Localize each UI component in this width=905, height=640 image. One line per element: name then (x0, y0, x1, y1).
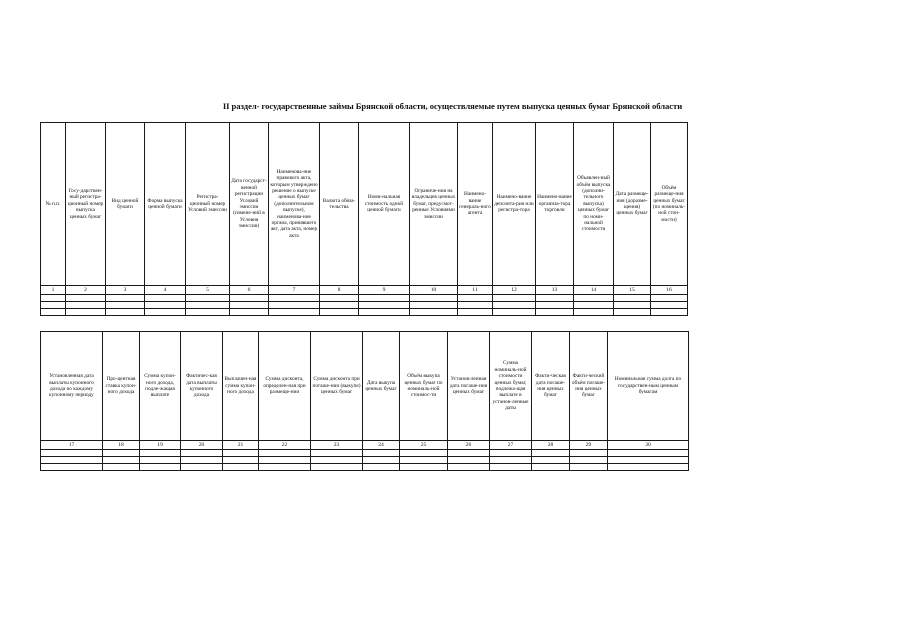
header-cell: Дата государст-венной регистрации Условий эмиссии (измене-ний в Условия эмиссии) (230, 123, 269, 286)
header-cell: Выплачен-ная сумма купон-ного дохода (223, 332, 259, 441)
header-cell: Форма выпуска ценной бумаги (145, 123, 186, 286)
header-cell: Наимено-вание депозита-рия или регистра-тора (493, 123, 536, 286)
header-cell: Госу-дарствен-ный регистра-ционный номер выпуска ценных бумаг (66, 123, 106, 286)
header-cell: Объём размеще-ния ценных бумаг (по номиналь-ной стои-мости) (651, 123, 688, 286)
header-cell: Дата размеще-ния (доразме-щения) ценных бумаг (614, 123, 651, 286)
header-cell: Сумма дисконта при погаше-нии (выкупе) ценных бумаг (311, 332, 363, 441)
column-number: 7 (269, 286, 320, 295)
column-number-row (41, 441, 689, 450)
column-number: 27 (490, 441, 532, 450)
header-cell: Факти-ческая дата погаше-ния ценных бумаг (532, 332, 570, 441)
header-cell: Объявлен-ный объём выпуска (дополни-тельного выпуска) ценных бумаг по номи-нальной стоимости (574, 123, 614, 286)
header-cell: Регистра-ционный номер Условий эмиссии (186, 123, 230, 286)
header-cell: Сумма номиналь-ной стоимости ценных бумаг, подлежа-щая выплате в установ-ленные даты (490, 332, 532, 441)
header-row (41, 123, 688, 286)
header-cell: Валюта обяза-тельства (320, 123, 359, 286)
header-cell: Фактичес-кая дата выплаты купонного дохода (181, 332, 223, 441)
header-cell: Установленная дата выплаты купонного дохода по каждому купонному периоду (41, 332, 103, 441)
empty-row (41, 309, 688, 316)
header-cell: Факти-ческий объём погаше-ния ценных бумаг (570, 332, 608, 441)
column-number: 8 (320, 286, 359, 295)
empty-row (41, 302, 688, 309)
column-number: 11 (458, 286, 493, 295)
column-number: 3 (106, 286, 145, 295)
column-number: 22 (259, 441, 311, 450)
column-number: 5 (186, 286, 230, 295)
column-number: 10 (410, 286, 458, 295)
column-number: 28 (532, 441, 570, 450)
column-number: 13 (536, 286, 574, 295)
column-number: 26 (448, 441, 490, 450)
page-title: II раздел- государственные займы Брянской области, осуществляемые путем выпуска ценных бумаг Брянской области (222, 101, 683, 111)
header-cell: Дата выкупа ценных бумаг (363, 332, 400, 441)
column-number: 25 (400, 441, 448, 450)
header-cell: Наимено-вание генераль-ного агента (458, 123, 493, 286)
empty-row (41, 450, 689, 457)
header-cell: Наимено-вание организа-тора торговли (536, 123, 574, 286)
column-number: 18 (103, 441, 140, 450)
header-cell: Про-центная ставка купон-ного дохода (103, 332, 140, 441)
column-number: 24 (363, 441, 400, 450)
registry-table-part-1 (40, 122, 688, 316)
header-row (41, 332, 689, 441)
header-cell: Номинальная сумма долга по государствен-ным ценным бумагам (608, 332, 689, 441)
column-number: 20 (181, 441, 223, 450)
column-number: 9 (359, 286, 410, 295)
header-cell: Объём выкупа ценных бумаг по номиналь-ной стоимос-ти (400, 332, 448, 441)
header-cell: Наименова-ние правового акта, которым утверждено решение о выпуске ценных бумаг (дополнительном выпуске), наименова-ние органа, принявшего акт, дата акта, номер акта (269, 123, 320, 286)
column-number: 6 (230, 286, 269, 295)
header-cell: Номи-нальная стоимость одной ценной бумаги (359, 123, 410, 286)
column-number: 4 (145, 286, 186, 295)
column-number-row (41, 286, 688, 295)
column-number: 2 (66, 286, 106, 295)
empty-row (41, 295, 688, 302)
column-number: 17 (41, 441, 103, 450)
header-cell: № п.п. (41, 123, 66, 286)
column-number: 15 (614, 286, 651, 295)
header-cell: Сумма дисконта, определен-ная при размеще-нии (259, 332, 311, 441)
header-cell: Сумма купон-ного дохода, подле-жащая выплате (140, 332, 181, 441)
column-number: 30 (608, 441, 689, 450)
column-number: 14 (574, 286, 614, 295)
column-number: 21 (223, 441, 259, 450)
column-number: 12 (493, 286, 536, 295)
header-cell: Ограниче-ния на владельцев ценных бумаг, предусмот-ренные Условиями эмиссии (410, 123, 458, 286)
registry-table-part-2 (40, 331, 689, 471)
header-cell: Установ-ленная дата погаше-ния ценных бумаг (448, 332, 490, 441)
column-number: 1 (41, 286, 66, 295)
column-number: 16 (651, 286, 688, 295)
empty-row (41, 457, 689, 464)
header-cell: Вид ценной бумаги (106, 123, 145, 286)
column-number: 23 (311, 441, 363, 450)
empty-row (41, 464, 689, 471)
column-number: 19 (140, 441, 181, 450)
column-number: 29 (570, 441, 608, 450)
